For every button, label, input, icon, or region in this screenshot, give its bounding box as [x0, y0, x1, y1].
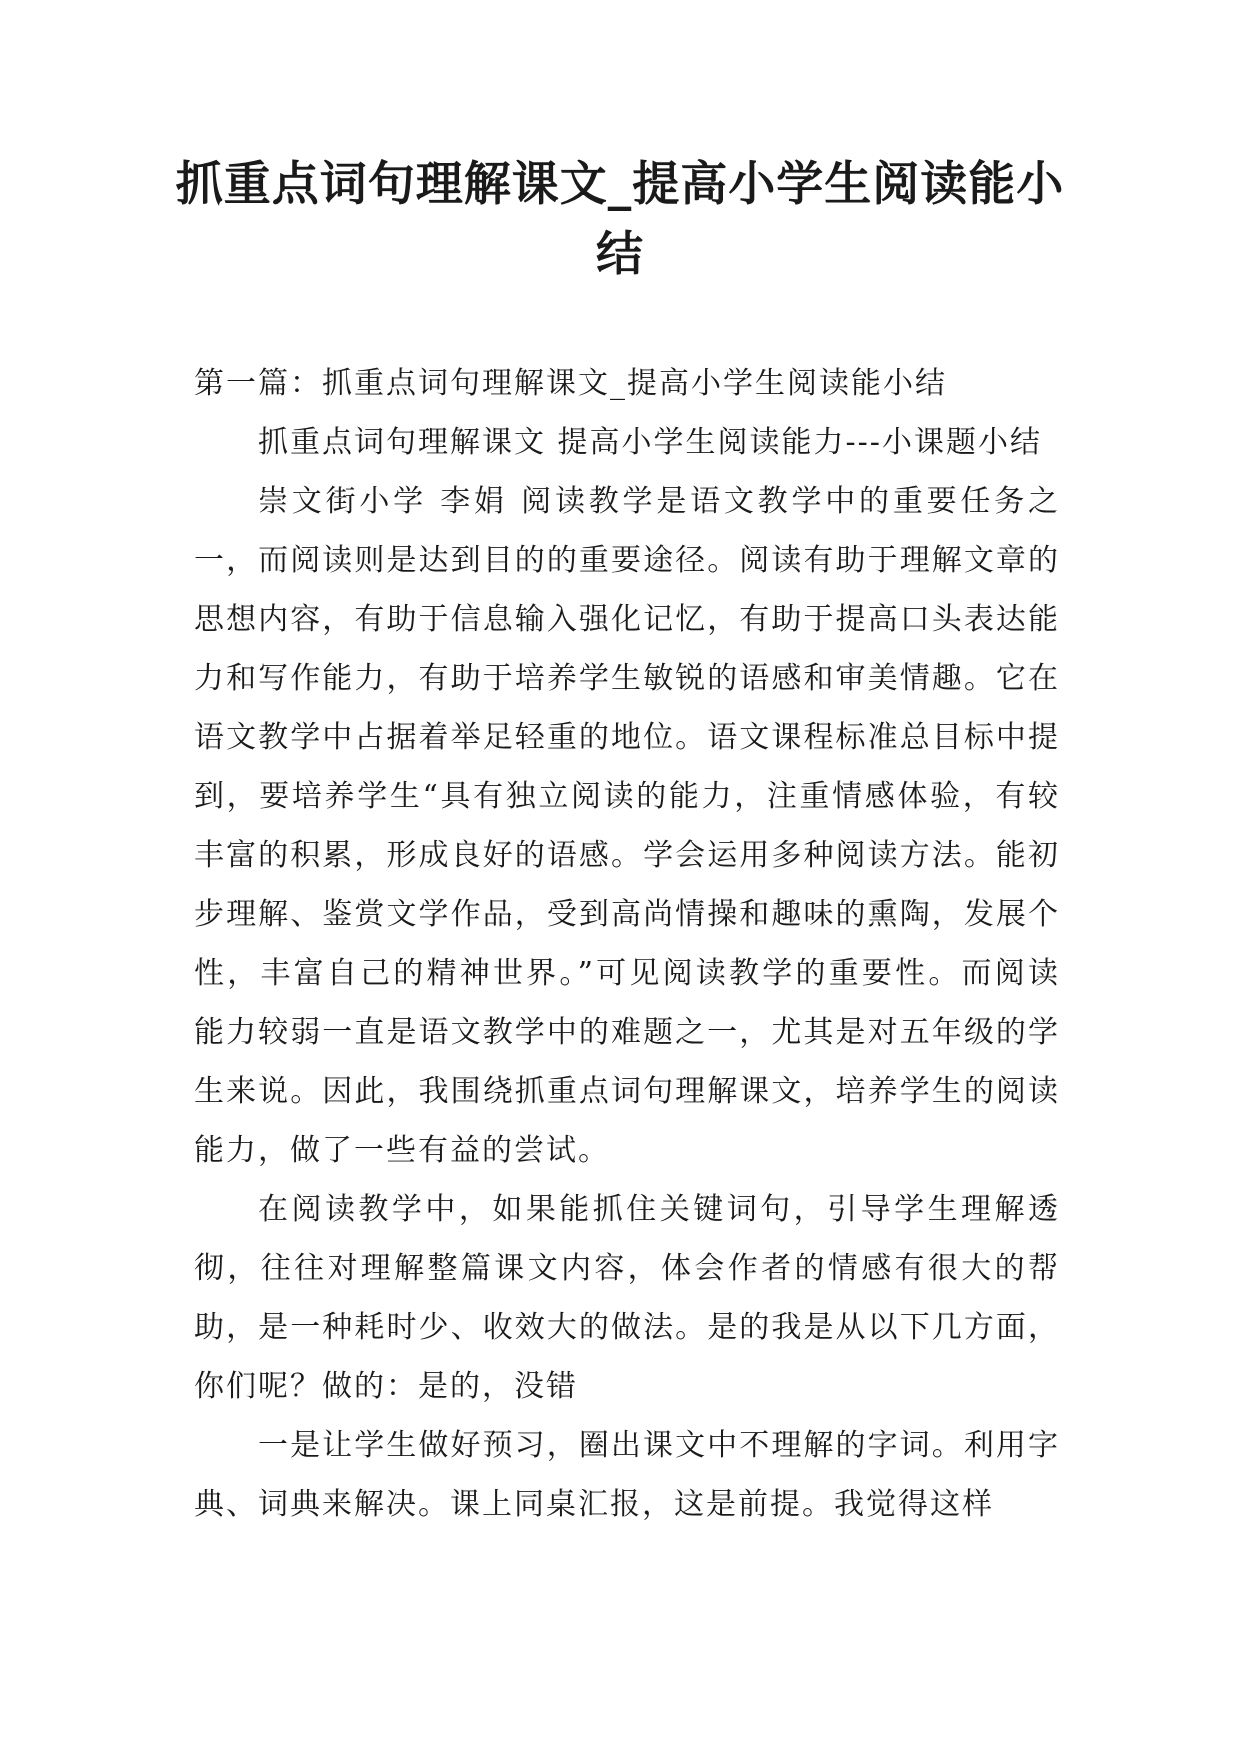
paragraph-step-one: 一是让学生做好预习，圈出课文中不理解的字词。利用字典、词典来解决。课上同桌汇报，这是前提。我觉得这样	[194, 1428, 1060, 1522]
document-body	[194, 354, 1060, 1534]
paragraph-intro: 崇文街小学 李娟 阅读教学是语文教学中的重要任务之一，而阅读则是达到目的的重要途径。阅读有助于理解文章的思想内容，有助于信息输入强化记忆，有助于提高口头表达能力和写作能力，有助于培养学生敏锐的语感和审美情趣。它在语文教学中占据着举足轻重的地位。语文课程标准总目标中提到，要培养学生“具有独立阅读的能力，注重情感体验，有较丰富的积累，形成良好的语感。学会运用多种阅读方法。能初步理解、鉴赏文学作品，受到高尚情操和趣味的熏陶，发展个性，丰富自己的精神世界。”可见阅读教学的重要性。而阅读能力较弱一直是语文教学中的难题之一，尤其是对五年级的学生来说。因此，我围绕抓重点词句理解课文，培养学生的阅读能力，做了一些有益的尝试。	[194, 484, 1060, 1168]
section-heading: 第一篇：抓重点词句理解课文_提高小学生阅读能小结	[194, 366, 947, 401]
document-title: 抓重点词句理解课文_提高小学生阅读能小结	[175, 157, 1065, 282]
paragraph-method: 在阅读教学中，如果能抓住关键词句，引导学生理解透彻，往往对理解整篇课文内容，体会作者的情感有很大的帮助，是一种耗时少、收效大的做法。是的我是从以下几方面，你们呢？做的：是的，没错	[194, 1192, 1060, 1404]
paragraph-subtitle: 抓重点词句理解课文 提高小学生阅读能力---小课题小结	[258, 425, 1042, 460]
